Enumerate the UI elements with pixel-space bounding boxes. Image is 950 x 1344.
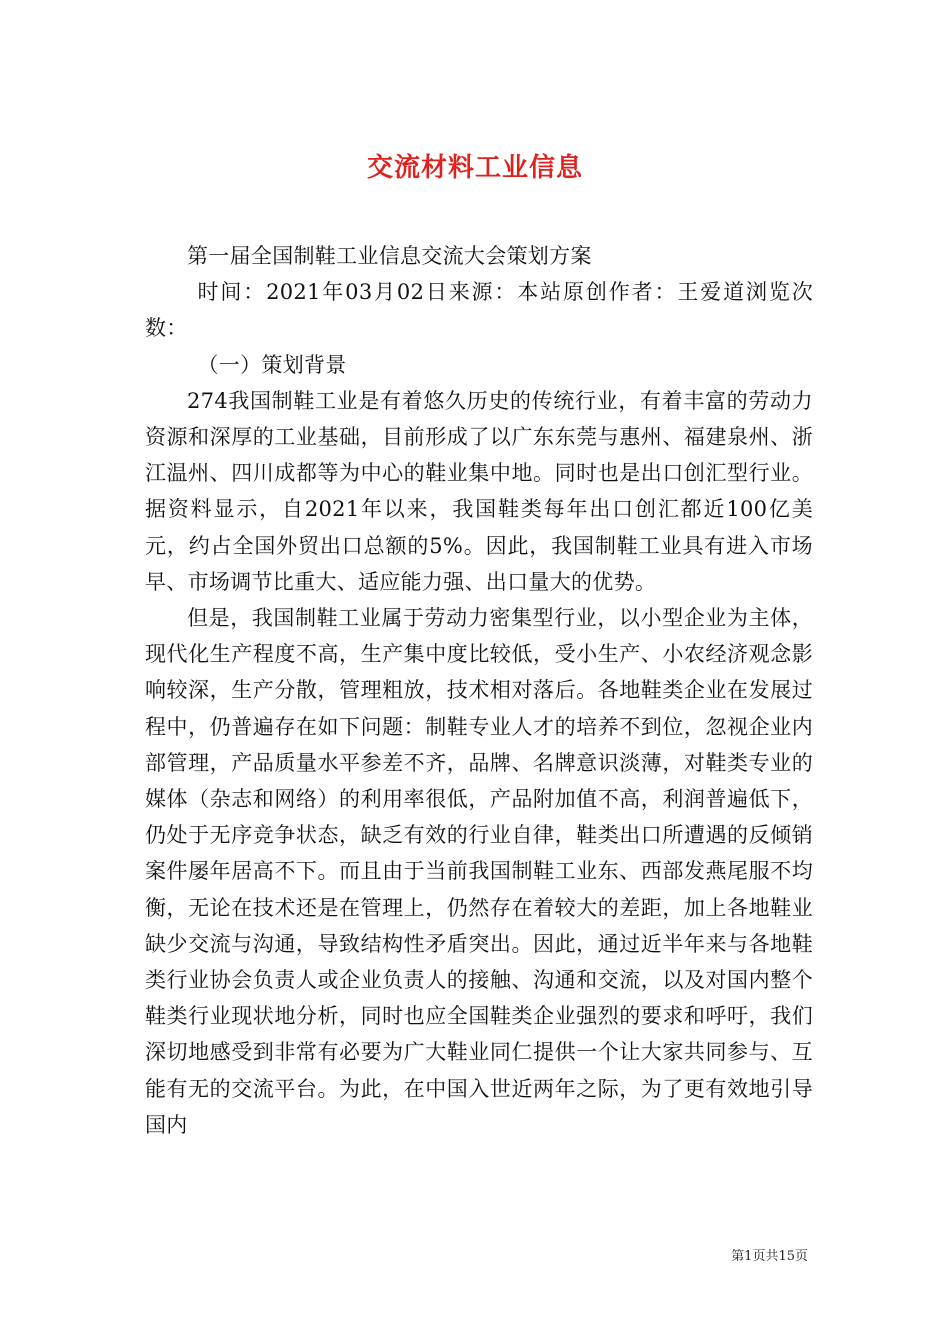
- document-body: [145, 238, 813, 1143]
- document-title: 交流材料工业信息: [366, 153, 583, 184]
- page-number: 第1页共15页: [731, 1249, 808, 1264]
- body-paragraph: 274我国制鞋工业是有着悠久历史的传统行业，有着丰富的劳动力资源和深厚的工业基础，目前形成了以广东东莞与惠州、福建泉州、浙江温州、四川成都等为中心的鞋业集中地。同时也是出口创汇型行业。据资料显示，自2021年以来，我国鞋类每年出口创汇都近100亿美元，约占全国外贸出口总额的5%。因此，我国制鞋工业具有进入市场早、市场调节比重大、适应能力强、出口量大的优势。: [145, 388, 813, 594]
- section-heading: （一）策划背景: [197, 352, 347, 377]
- document-subtitle: 第一届全国制鞋工业信息交流大会策划方案: [187, 244, 592, 268]
- document-meta-line: 时间：2021年03月02日来源：本站原创作者：王爱道浏览次数：: [145, 280, 813, 341]
- body-paragraph: 但是，我国制鞋工业属于劳动力密集型行业，以小型企业为主体，现代化生产程度不高，生产集中度比较低，受小生产、小农经济观念影响较深，生产分散，管理粗放，技术相对落后。各地鞋类企业在发展过程中，仍普遍存在如下问题：制鞋专业人才的培养不到位，忽视企业内部管理，产品质量水平参差不齐，品牌、名牌意识淡薄，对鞋类专业的媒体（杂志和网络）的利用率很低，产品附加值不高，利润普遍低下，仍处于无序竞争状态，缺乏有效的行业自律，鞋类出口所遭遇的反倾销案件屡年居高不下。而且由于当前我国制鞋工业东、西部发燕尾服不均衡，无论在技术还是在管理上，仍然存在着较大的差距，加上各地鞋业缺少交流与沟通，导致结构性矛盾突出。因此，通过近半年来与各地鞋类行业协会负责人或企业负责人的接触、沟通和交流，以及对国内整个鞋类行业现状地分析，同时也应全国鞋类企业强烈的要求和呼吁，我们深切地感受到非常有必要为广大鞋业同仁提供一个让大家共同参与、互能有无的交流平台。为此，在中国入世近两年之际，为了更有效地引导国内: [145, 606, 813, 1137]
